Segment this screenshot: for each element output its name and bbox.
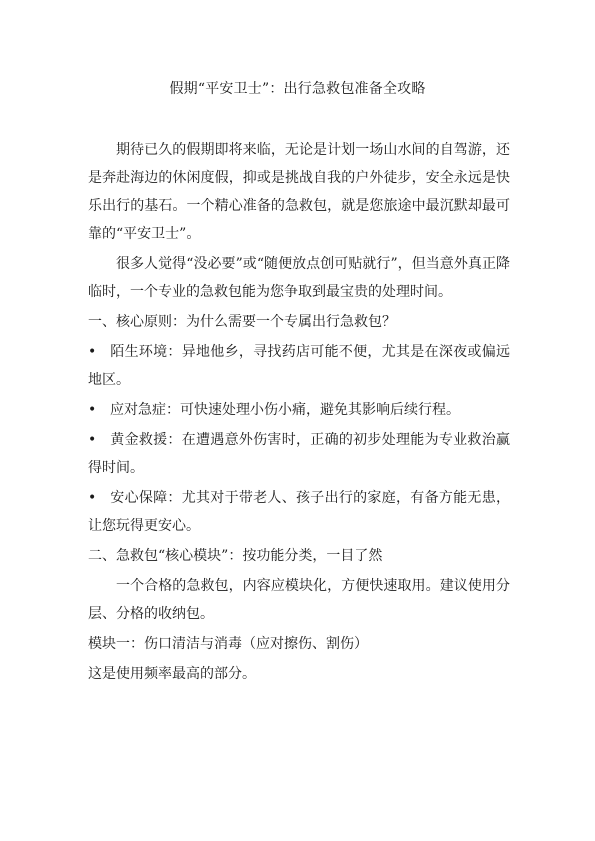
paragraph-intro-2: 很多人觉得“没必要”或“随便放点创可贴就行”，但当意外真正降临时，一个专业的急救包能为您争取到最宝贵的处理时间。 bbox=[88, 256, 510, 300]
bullet-item bbox=[88, 426, 510, 482]
bullet-item bbox=[88, 338, 510, 394]
bullet-item bbox=[88, 396, 510, 424]
bullet-text: 黄金救援：在遭遇意外伤害时，正确的初步处理能为专业救治赢得时间。 bbox=[88, 432, 510, 476]
section-heading-2: 二、急救包“核心模块”：按功能分类，一目了然 bbox=[88, 548, 383, 564]
bullet-text: 陌生环境：异地他乡，寻找药店可能不便，尤其是在深夜或偏远地区。 bbox=[88, 344, 510, 388]
bullet-item bbox=[88, 484, 510, 540]
paragraph-intro-1: 期待已久的假期即将来临，无论是计划一场山水间的自驾游，还是奔赴海边的休闲度假，抑或是挑战自我的户外徒步，安全永远是快乐出行的基石。一个精心准备的急救包，就是您旅途中最沉默却最可靠的“平安卫士”。 bbox=[88, 142, 510, 242]
bullet-mark: • bbox=[88, 432, 97, 448]
bullet-text: 安心保障：尤其对于带老人、孩子出行的家庭，有备方能无患，让您玩得更安心。 bbox=[88, 490, 510, 534]
bullet-mark: • bbox=[88, 402, 97, 418]
paragraph-intro-3: 一个合格的急救包，内容应模块化，方便快速取用。建议使用分层、分格的收纳包。 bbox=[88, 578, 510, 622]
document-body bbox=[88, 136, 510, 688]
bullet-text: 应对急症：可快速处理小伤小痛，避免其影响后续行程。 bbox=[110, 402, 460, 418]
module-description-1: 这是使用频率最高的部分。 bbox=[88, 666, 256, 682]
section-heading-1: 一、核心原则：为什么需要一个专属出行急救包？ bbox=[88, 314, 396, 330]
bullet-mark: • bbox=[88, 344, 97, 360]
document-title: 假期“平安卫士”：出行急救包准备全攻略 bbox=[169, 81, 426, 97]
bullet-mark: • bbox=[88, 490, 97, 506]
module-heading-1: 模块一：伤口清洁与消毒（应对擦伤、割伤） bbox=[88, 636, 368, 652]
